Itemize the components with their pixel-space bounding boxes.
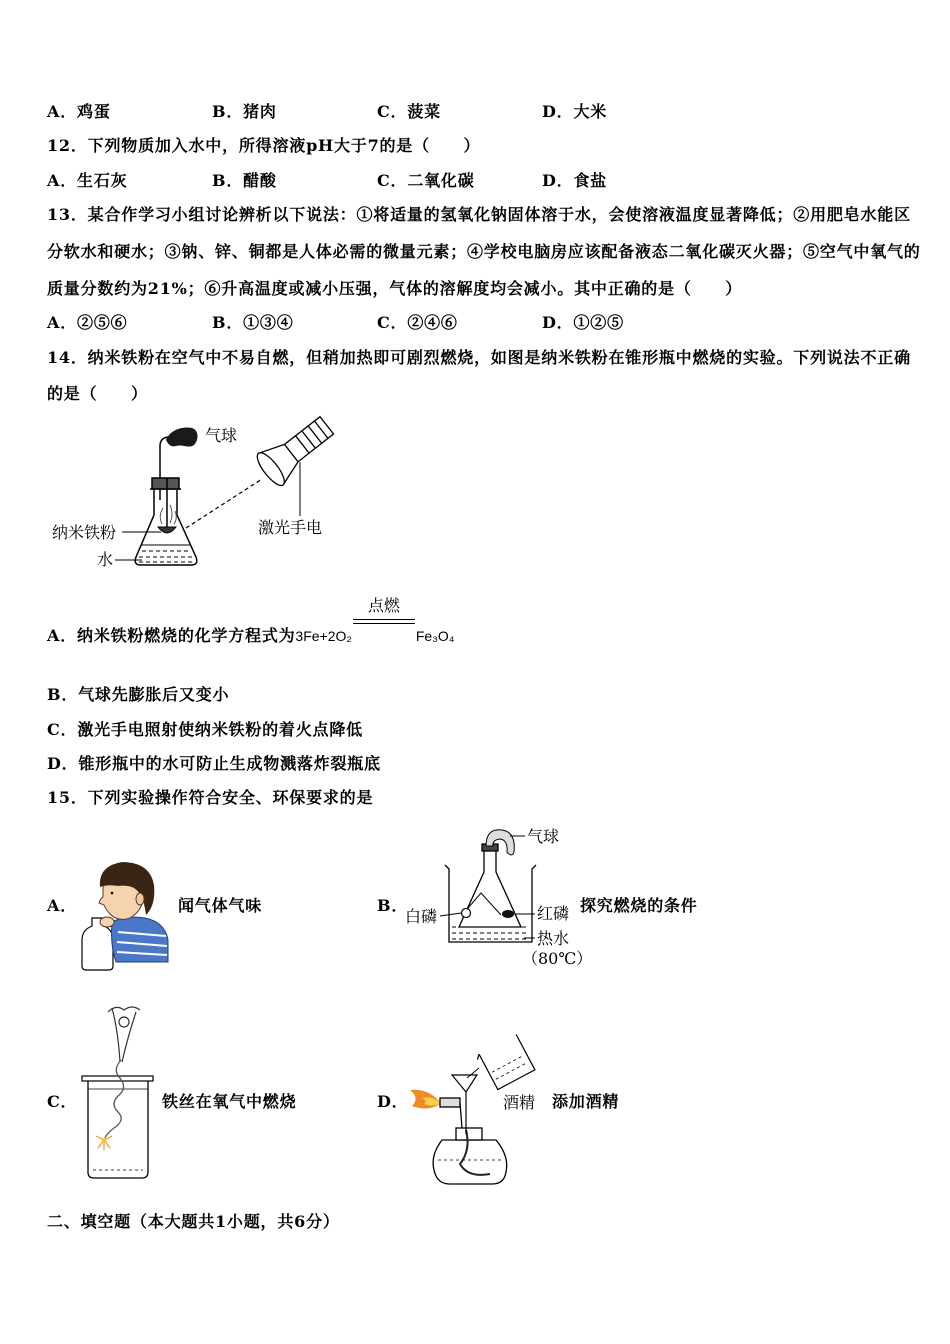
q15-option-a-label: A．	[47, 896, 78, 915]
q12-option-b: B．醋酸	[212, 171, 277, 190]
hot-water	[452, 927, 529, 939]
hot-water-label: 热水	[537, 929, 570, 948]
q14-stem-line-1: 14．纳米铁粉在空气中不易自燃，但稍加热即可剧烈燃烧，如图是纳米铁粉在锥形瓶中燃烧的实验。下列说法不正确	[47, 348, 911, 367]
q15-option-a-caption: 闻气体气味	[178, 896, 263, 915]
q15-stem: 15．下列实验操作符合安全、环保要求的是	[47, 788, 374, 807]
sparks	[96, 1136, 112, 1150]
conical-flask	[135, 478, 197, 565]
q13-option-a: A．②⑤⑥	[47, 313, 128, 332]
q11-option-b: B．猪肉	[212, 102, 277, 121]
q12-option-d: D．食盐	[542, 171, 608, 190]
iron-wire	[104, 1060, 124, 1140]
q14-option-b: B．气球先膨胀后又变小	[47, 685, 230, 704]
q13-stem-line-1: 13．某合作学习小组讨论辨析以下说法：①将适量的氢氧化钠固体溶于水，会使溶液温度显著降低；②用肥皂水能区	[47, 205, 911, 224]
red-phosphorus-label: 红磷	[537, 904, 570, 923]
white-phosphorus-leader-line	[440, 913, 461, 916]
equation-condition: 点燃	[367, 596, 400, 615]
alcohol-lamp	[433, 1098, 507, 1184]
flame	[410, 1090, 440, 1109]
q14-option-c: C．激光手电照射使纳米铁粉的着火点降低	[47, 720, 363, 739]
q12-option-c: C．二氧化碳	[377, 171, 475, 190]
q12-stem: 12．下列物质加入水中，所得溶液pH大于7的是（ ）	[47, 136, 481, 155]
smelling-gas-figure	[75, 860, 175, 975]
q13-option-c: C．②④⑥	[377, 313, 458, 332]
glass-plate	[82, 1076, 153, 1081]
iron-powder-label: 纳米铁粉	[52, 523, 117, 542]
q13-stem-line-2: 分软水和硬水；③钠、锌、铜都是人体必需的微量元素；④学校电脑房应该配备液态二氧化碳灭火器；⑤空气中氧气的	[47, 242, 921, 261]
red-phosphorus	[502, 910, 514, 918]
q15-option-c-caption: 铁丝在氧气中燃烧	[162, 1092, 297, 1111]
combustion-conditions-figure	[400, 825, 593, 970]
q15-option-d-label: D．	[377, 1092, 409, 1111]
adding-alcohol-figure	[405, 1035, 545, 1190]
q15-option-c-label: C．	[47, 1092, 78, 1111]
flashlight-label: 激光手电	[258, 518, 323, 537]
q13-stem-line-3: 质量分数约为21%；⑥升高温度或减小压强，气体的溶解度均会减小。其中正确的是（ ）	[47, 279, 743, 298]
section-heading: 二、填空题（本大题共1小题，共6分）	[47, 1212, 340, 1231]
white-phosphorus	[462, 909, 471, 918]
q14-iron-powder-figure	[40, 410, 350, 585]
laser-flashlight	[253, 410, 339, 490]
q11-option-d: D．大米	[542, 102, 608, 121]
q14-option-d: D．锥形瓶中的水可防止生成物溅落炸裂瓶底	[47, 754, 381, 773]
iron-wire-burning-figure	[78, 1000, 158, 1185]
pouring-beaker	[476, 1034, 535, 1091]
water	[139, 545, 194, 562]
q14-stem-line-2: 的是（ ）	[47, 384, 148, 403]
balloon-label: 气球	[205, 426, 238, 445]
q15-option-b-label: B．	[377, 896, 409, 915]
q13-option-b: B．①③④	[212, 313, 294, 332]
balloon-label: 气球	[527, 827, 560, 846]
q15-option-d-caption: 添加酒精	[552, 1092, 620, 1111]
water-label: 水	[97, 550, 114, 569]
alcohol-label: 酒精	[503, 1093, 536, 1112]
q11-options	[0, 102, 950, 122]
equation-equal-bar	[353, 619, 415, 624]
q15-option-b-caption: 探究燃烧的条件	[580, 896, 698, 915]
white-phosphorus-label: 白磷	[405, 907, 438, 926]
equation-product: Fe₃O₄	[415, 628, 455, 644]
tongs	[108, 1007, 140, 1062]
q11-option-a: A．鸡蛋	[47, 102, 111, 121]
equation-condition-arrow	[353, 596, 415, 646]
temperature-label: （80℃）	[522, 949, 593, 968]
laser-beam	[186, 479, 262, 528]
equation-reactants: 3Fe+2O₂	[295, 628, 352, 644]
q14-option-a-text: A．纳米铁粉燃烧的化学方程式为	[47, 626, 296, 645]
q14-option-a	[47, 596, 455, 646]
q12-options	[0, 171, 950, 191]
q11-option-c: C．菠菜	[377, 102, 441, 121]
q13-options	[0, 313, 950, 333]
q13-option-d: D．①②⑤	[542, 313, 624, 332]
q12-option-a: A．生石灰	[47, 171, 128, 190]
